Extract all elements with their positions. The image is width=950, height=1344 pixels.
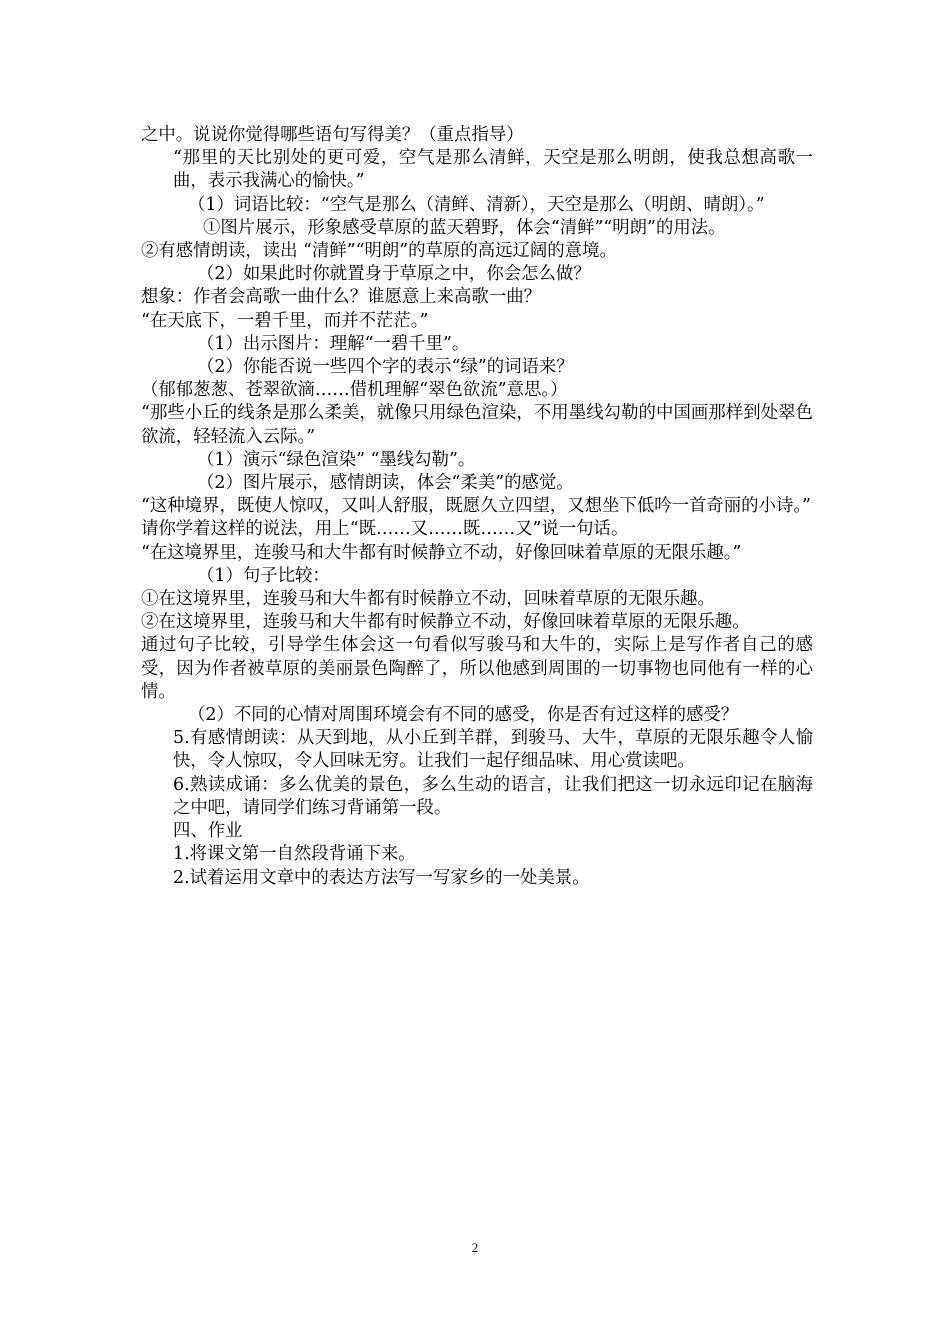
compare-explanation: 通过句子比较，引导学生体会这一句看似写骏马和大牛的，实际上是写作者自己的感受，因为作者被草原的美丽景色陶醉了，所以他感到周围的一切事物也同他有一样的心情。: [141, 635, 813, 702]
sentence-compare-heading: （1）句子比较：: [197, 565, 330, 586]
imagine-prompt: 想象：作者会高歌一曲什么？谁愿意上来高歌一曲？: [141, 287, 541, 308]
green-words-question: （2）你能否说一些四个字的表示“绿”的词语来？: [197, 357, 574, 378]
step-6-recite: 6.熟读成诵：多么优美的景色，多么生动的语言，让我们把这一切永远印记在脑海之中吧，请同学们练习背诵第一段。: [173, 774, 813, 818]
quote-under-sky: “在天底下，一碧千里，而并不茫茫。”: [141, 310, 429, 331]
sentence-compare-2: ②在这境界里，连骏马和大牛都有时候静立不动，好像回味着草原的无限乐趣。: [141, 612, 750, 633]
quote-horses-cattle: “在这境界里，连骏马和大牛都有时候静立不动，好像回味着草原的无限乐趣。”: [141, 542, 742, 563]
page-number: 2: [471, 1240, 479, 1255]
feeling-question: （2）不同的心情对周围环境会有不同的感受，你是否有过这样的感受？: [188, 705, 739, 726]
homework-heading: 四、作业: [173, 821, 243, 842]
step-picture-show: ①图片展示，形象感受草原的蓝天碧野，体会“清鲜”“明朗”的用法。: [203, 217, 726, 238]
document-body: [141, 124, 813, 890]
step-5-reading: 5.有感情朗读：从天到地，从小丘到羊群，到骏马、大牛，草原的无限乐趣令人愉快，令人惊叹，令人回味无穷。让我们一起仔细品味、用心赏读吧。: [173, 728, 813, 772]
question-on-grassland: （2）如果此时你就置身于草原之中，你会怎么做？: [197, 264, 591, 285]
quote-hill-lines: “那些小丘的线条是那么柔美，就像只用绿色渲染，不用墨线勾勒的中国画那样到处翠色欲流，轻轻流入云际。”: [141, 403, 813, 447]
homework-item-2: 2.试着运用文章中的表达方法写一写家乡的一处美景。: [173, 867, 590, 888]
sentence-practice: 请你学着这样的说法，用上“既……又……既……又”说一句话。: [141, 519, 629, 540]
show-picture-step: （1）出示图片：理解“一碧千里”。: [197, 333, 470, 354]
homework-item-1: 1.将课文第一自然段背诵下来。: [173, 844, 416, 865]
green-words-examples: （郁郁葱葱、苍翠欲滴……借机理解“翠色欲流”意思。）: [141, 380, 568, 401]
demo-rendering: （1）演示“绿色渲染” “墨线勾勒”。: [197, 449, 476, 470]
picture-feel-soft: （2）图片展示，感情朗读，体会“柔美”的感觉。: [197, 473, 574, 494]
step-emotional-read: ②有感情朗读，读出 “清鲜”“明朗”的草原的高远辽阔的意境。: [141, 241, 617, 262]
paragraph-intro: 之中。说说你觉得哪些语句写得美？（重点指导）: [141, 125, 524, 145]
quote-sky-air: “那里的天比别处的更可爱，空气是那么清鲜，天空是那么明朗，使我总想高歌一曲，表示我满心的愉快。”: [173, 148, 813, 192]
word-compare: （1）词语比较：“空气是那么（清鲜、清新），天空是那么（明朗、晴朗）。”: [188, 194, 765, 215]
quote-this-realm: “这种境界，既使人惊叹，又叫人舒服，既愿久立四望，又想坐下低吟一首奇丽的小诗。”: [141, 496, 811, 517]
sentence-compare-1: ①在这境界里，连骏马和大牛都有时候静立不动，回味着草原的无限乐趣。: [141, 589, 715, 610]
